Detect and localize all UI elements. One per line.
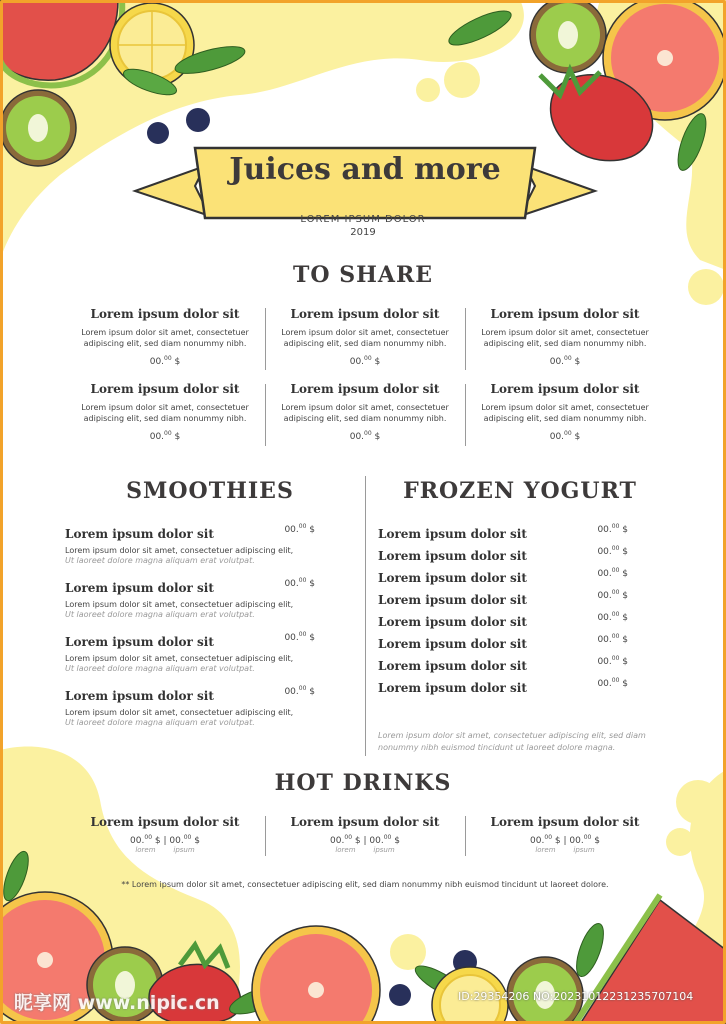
- item-desc: Lorem ipsum dolor sit amet, consectetuer: [481, 403, 649, 412]
- item-note: Ut laoreet dolore magna aliquam erat volutpat.: [65, 718, 255, 727]
- item-desc: Lorem ipsum dolor sit amet, consectetuer adipiscing elit,: [65, 708, 294, 717]
- item-name: Lorem ipsum dolor sit: [65, 689, 214, 703]
- item-note: Ut laoreet dolore magna aliquam erat volutpat.: [65, 610, 255, 619]
- item-desc: adipiscing elit, sed diam nonummy nibh.: [83, 339, 247, 348]
- item-name: Lorem ipsum dolor sit: [490, 382, 640, 396]
- item-price: 00.00 $ | 00.00 $: [130, 834, 200, 846]
- item-name: Lorem ipsum dolor sit: [90, 307, 240, 321]
- item-name: Lorem ipsum dolor sit: [378, 593, 527, 607]
- item-name: Lorem ipsum dolor sit: [65, 635, 214, 649]
- item-price: 00.00 $: [597, 523, 628, 535]
- item-name: Lorem ipsum dolor sit: [290, 307, 440, 321]
- frozen-yogurt-note: Lorem ipsum dolor sit amet, consectetuer adipiscing elit, sed diam: [378, 731, 646, 740]
- item-name: Lorem ipsum dolor sit: [378, 681, 527, 695]
- item-price: 00.00 $: [597, 677, 628, 689]
- item-note: Ut laoreet dolore magna aliquam erat volutpat.: [65, 556, 255, 565]
- item-desc: Lorem ipsum dolor sit amet, consectetuer adipiscing elit,: [65, 600, 294, 609]
- item-desc: adipiscing elit, sed diam nonummy nibh.: [83, 414, 247, 423]
- item-desc: Lorem ipsum dolor sit amet, consectetuer: [81, 328, 249, 337]
- item-desc: Lorem ipsum dolor sit amet, consectetuer: [281, 403, 449, 412]
- item-price: 00.00 $: [149, 355, 181, 367]
- item-price: 00.00 $: [597, 589, 628, 601]
- item-name: Lorem ipsum dolor sit: [290, 382, 440, 396]
- price-labels: lorem ipsum: [335, 846, 395, 854]
- item-desc: Lorem ipsum dolor sit amet, consectetuer: [81, 403, 249, 412]
- item-desc: Lorem ipsum dolor sit amet, consectetuer: [281, 328, 449, 337]
- item-name: Lorem ipsum dolor sit: [490, 307, 640, 321]
- item-price: 00.00 $: [284, 523, 315, 535]
- item-price: 00.00 $: [284, 577, 315, 589]
- item-note: Ut laoreet dolore magna aliquam erat volutpat.: [65, 664, 255, 673]
- item-name: Lorem ipsum dolor sit: [90, 815, 240, 829]
- item-desc: Lorem ipsum dolor sit amet, consectetuer adipiscing elit,: [65, 654, 294, 663]
- price-labels: lorem ipsum: [535, 846, 595, 854]
- item-name: Lorem ipsum dolor sit: [378, 615, 527, 629]
- price-labels: lorem ipsum: [135, 846, 195, 854]
- item-price: 00.00 $: [349, 355, 381, 367]
- item-price: 00.00 $: [597, 633, 628, 645]
- item-desc: adipiscing elit, sed diam nonummy nibh.: [283, 414, 447, 423]
- item-price: 00.00 $: [549, 430, 581, 442]
- item-name: Lorem ipsum dolor sit: [378, 549, 527, 563]
- item-price: 00.00 $: [597, 567, 628, 579]
- item-desc: adipiscing elit, sed diam nonummy nibh.: [283, 339, 447, 348]
- hot-drinks-title: HOT DRINKS: [274, 770, 452, 796]
- item-desc: Lorem ipsum dolor sit amet, consectetuer: [481, 328, 649, 337]
- item-name: Lorem ipsum dolor sit: [290, 815, 440, 829]
- item-name: Lorem ipsum dolor sit: [65, 581, 214, 595]
- item-name: Lorem ipsum dolor sit: [378, 659, 527, 673]
- item-price: 00.00 $ | 00.00 $: [330, 834, 400, 846]
- item-price: 00.00 $: [349, 430, 381, 442]
- item-price: 00.00 $: [597, 655, 628, 667]
- page-title: Juices and more: [229, 152, 501, 187]
- item-name: Lorem ipsum dolor sit: [378, 527, 527, 541]
- item-price: 00.00 $: [284, 631, 315, 643]
- frozen-yogurt-title: FROZEN YOGURT: [403, 478, 637, 504]
- item-name: Lorem ipsum dolor sit: [378, 637, 527, 651]
- watermark-id: ID:29354206 NO:20231012231235707104: [458, 990, 694, 1003]
- frozen-yogurt-note: nonummy nibh euismod tincidunt ut laoreet dolore magna.: [378, 743, 616, 752]
- item-price: 00.00 $: [284, 685, 315, 697]
- item-price: 00.00 $: [597, 611, 628, 623]
- item-price: 00.00 $ | 00.00 $: [530, 834, 600, 846]
- item-price: 00.00 $: [597, 545, 628, 557]
- to-share-title: TO SHARE: [293, 262, 433, 288]
- year: 2019: [350, 227, 376, 238]
- item-desc: adipiscing elit, sed diam nonummy nibh.: [483, 339, 647, 348]
- item-name: Lorem ipsum dolor sit: [65, 527, 214, 541]
- item-name: Lorem ipsum dolor sit: [490, 815, 640, 829]
- item-price: 00.00 $: [149, 430, 181, 442]
- watermark-brand: 昵享网 www.nipic.cn: [14, 992, 220, 1014]
- item-name: Lorem ipsum dolor sit: [90, 382, 240, 396]
- item-desc: Lorem ipsum dolor sit amet, consectetuer adipiscing elit,: [65, 546, 294, 555]
- item-name: Lorem ipsum dolor sit: [378, 571, 527, 585]
- footnote: ** Lorem ipsum dolor sit amet, consectetuer adipiscing elit, sed diam nonummy nibh euismod tincidunt ut laoreet dolore.: [121, 880, 609, 889]
- item-desc: adipiscing elit, sed diam nonummy nibh.: [483, 414, 647, 423]
- subtitle: LOREM IPSUM DOLOR: [300, 214, 426, 225]
- item-price: 00.00 $: [549, 355, 581, 367]
- smoothies-title: SMOOTHIES: [126, 478, 294, 504]
